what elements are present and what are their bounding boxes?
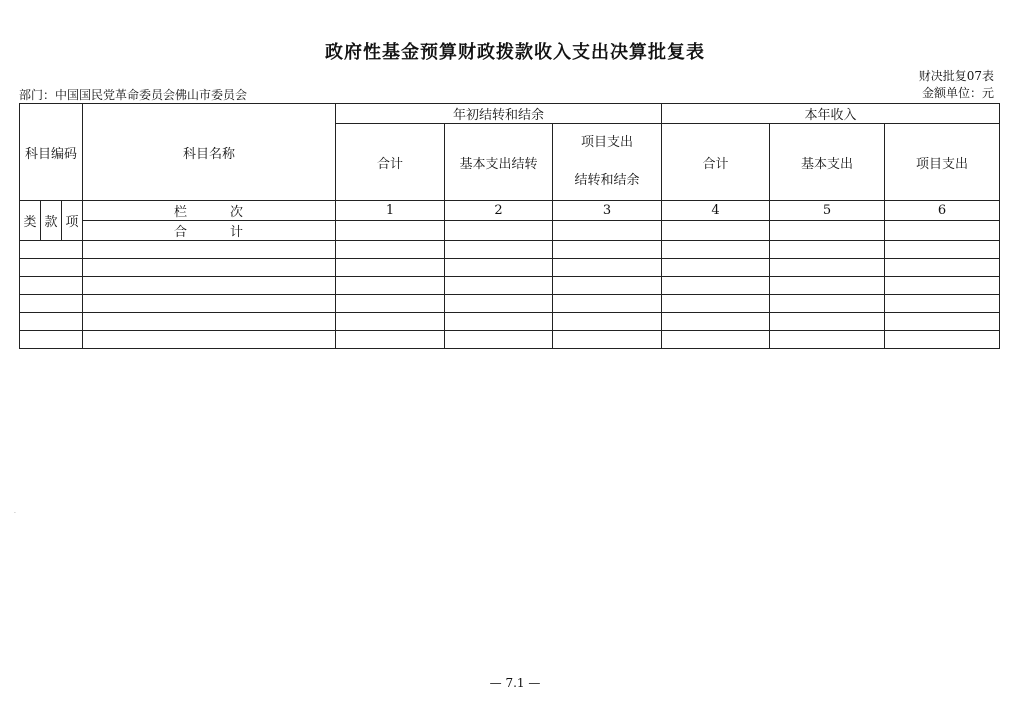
- total-cell: [770, 221, 885, 241]
- table-row: [20, 313, 1000, 331]
- table-cell: [83, 313, 336, 331]
- table-cell: [20, 313, 83, 331]
- table-cell: [770, 313, 885, 331]
- column-number: 3: [553, 201, 662, 221]
- table-cell: [336, 313, 445, 331]
- opening-balance-header: 年初结转和结余: [336, 104, 662, 124]
- col-project-expense: 项目支出: [885, 124, 1000, 201]
- table-cell: [770, 295, 885, 313]
- subject-code-header: 科目编码: [20, 104, 83, 201]
- table-cell: [336, 241, 445, 259]
- col-total-2: 合计: [662, 124, 770, 201]
- table-cell: [770, 331, 885, 349]
- table-cell: [662, 241, 770, 259]
- code-lei: 类: [20, 201, 41, 241]
- table-row: [20, 259, 1000, 277]
- table-cell: [885, 295, 1000, 313]
- table-cell: [83, 331, 336, 349]
- subject-name-header: 科目名称: [83, 104, 336, 201]
- table-cell: [885, 331, 1000, 349]
- total-cell: [336, 221, 445, 241]
- table-cell: [662, 331, 770, 349]
- column-number: 6: [885, 201, 1000, 221]
- current-income-header: 本年收入: [662, 104, 1000, 124]
- col-basic-carryover: 基本支出结转: [445, 124, 553, 201]
- table-cell: [662, 295, 770, 313]
- table-cell: [445, 259, 553, 277]
- table-cell: [770, 259, 885, 277]
- total-cell: [553, 221, 662, 241]
- table-row: [20, 277, 1000, 295]
- table-cell: [662, 259, 770, 277]
- table-cell: [553, 259, 662, 277]
- table-cell: [20, 241, 83, 259]
- table-cell: [770, 241, 885, 259]
- column-number: 5: [770, 201, 885, 221]
- budget-table: [19, 103, 1000, 349]
- total-cell: [662, 221, 770, 241]
- table-cell: [445, 295, 553, 313]
- table-cell: [20, 331, 83, 349]
- total-row-label: 合 计: [83, 221, 336, 241]
- table-cell: [20, 259, 83, 277]
- table-cell: [445, 241, 553, 259]
- code-xiang: 项: [62, 201, 83, 241]
- table-cell: [553, 331, 662, 349]
- scan-speck: ·: [14, 510, 16, 517]
- table-cell: [553, 295, 662, 313]
- table-cell: [445, 277, 553, 295]
- table-cell: [336, 259, 445, 277]
- table-cell: [662, 313, 770, 331]
- table-cell: [336, 295, 445, 313]
- table-cell: [336, 277, 445, 295]
- col-project-carryover: [553, 124, 662, 201]
- total-cell: [885, 221, 1000, 241]
- table-row: [20, 331, 1000, 349]
- table-cell: [83, 295, 336, 313]
- column-number: 2: [445, 201, 553, 221]
- table-row: [20, 241, 1000, 259]
- table-cell: [553, 277, 662, 295]
- table-cell: [885, 313, 1000, 331]
- amount-unit: 金额单位：元: [921, 86, 994, 100]
- col-basic-expense: 基本支出: [770, 124, 885, 201]
- table-row: [20, 295, 1000, 313]
- column-number: 4: [662, 201, 770, 221]
- table-cell: [885, 277, 1000, 295]
- table-cell: [336, 331, 445, 349]
- table-cell: [20, 277, 83, 295]
- department-label: 部门：中国国民党革命委员会佛山市委员会: [19, 88, 248, 102]
- table-cell: [553, 313, 662, 331]
- column-number: 1: [336, 201, 445, 221]
- form-number: 财决批复07表: [918, 69, 994, 83]
- code-kuan: 款: [41, 201, 62, 241]
- table-cell: [83, 277, 336, 295]
- table-cell: [83, 259, 336, 277]
- total-cell: [445, 221, 553, 241]
- col-total-1: 合计: [336, 124, 445, 201]
- table-cell: [885, 259, 1000, 277]
- col-project-carryover-line1: 项目支出: [580, 135, 633, 150]
- page-number: — 7.1 —: [489, 676, 541, 690]
- page-title: 政府性基金预算财政拨款收入支出决算批复表: [325, 42, 705, 63]
- table-cell: [553, 241, 662, 259]
- table-cell: [662, 277, 770, 295]
- table-cell: [83, 241, 336, 259]
- col-project-carryover-line2: 结转和结余: [574, 173, 640, 188]
- table-cell: [770, 277, 885, 295]
- table-cell: [445, 331, 553, 349]
- table-cell: [445, 313, 553, 331]
- table-cell: [20, 295, 83, 313]
- column-number-label: 栏 次: [83, 201, 336, 221]
- table-cell: [885, 241, 1000, 259]
